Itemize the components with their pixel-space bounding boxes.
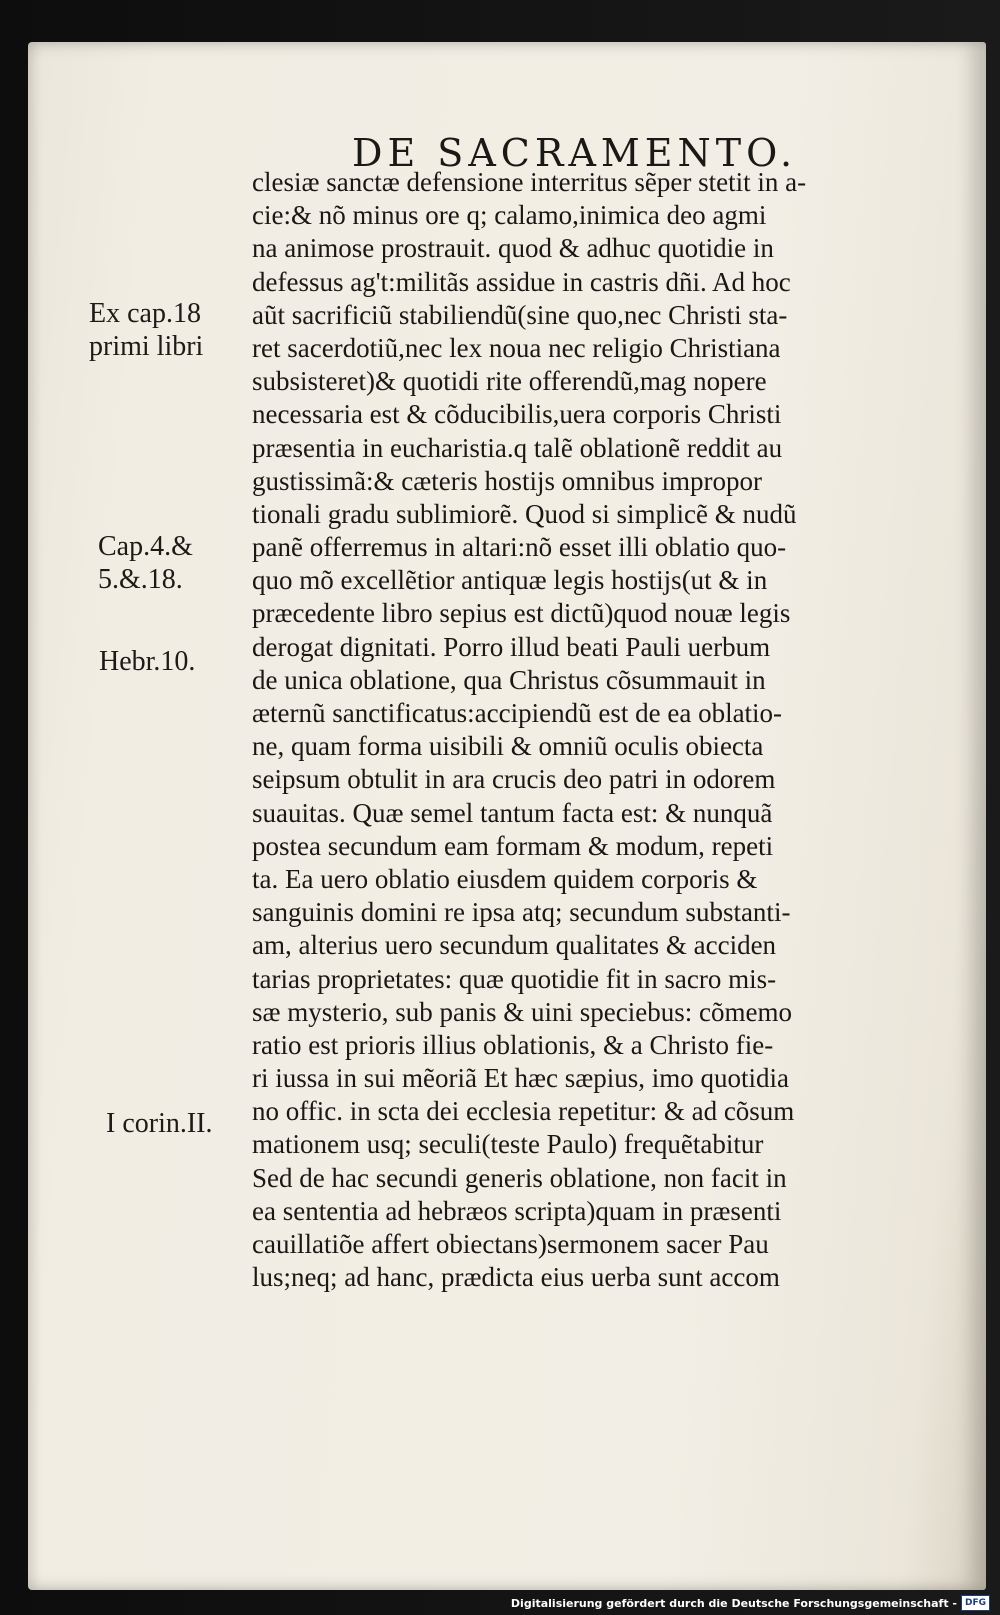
- text-line: necessaria est & cõducibilis,uera corporis Christi: [252, 399, 782, 430]
- text-line: ta. Ea uero oblatio eiusdem quidem corporis &: [252, 863, 758, 894]
- text-line: defessus ag't:militãs assidue in castris dñi. Ad hoc: [252, 266, 791, 297]
- text-line: mationem usq; seculi(teste Paulo) frequẽtabitur: [252, 1129, 764, 1160]
- text-line: sanguinis domini re ipsa atq; secundum substanti-: [252, 897, 791, 928]
- text-line: tarias proprietates: quæ quotidie fit in sacro mis-: [252, 963, 777, 994]
- text-line: quo mõ excellẽtior antiquæ legis hostijs(ut & in: [252, 565, 768, 596]
- body-text-block: [252, 166, 942, 1294]
- text-line: gustissimã:& cæteris hostijs omnibus impropor: [252, 465, 763, 496]
- text-line: aũt sacrificiũ stabiliendũ(sine quo,nec Christi sta-: [252, 299, 788, 330]
- margin-note-corin: [106, 1107, 213, 1140]
- digitization-credit: [511, 1593, 990, 1613]
- margin-note-hebr: [99, 645, 195, 678]
- text-line: cie:& nõ minus ore q; calamo,inimica deo agmi: [252, 200, 767, 231]
- text-line: ri iussa in sui mẽoriã Et hæc sæpius, imo quotidia: [252, 1063, 789, 1094]
- text-line: seipsum obtulit in ara crucis deo patri in odorem: [252, 764, 776, 795]
- text-line: derogat dignitati. Porro illud beati Pauli uerbum: [252, 631, 771, 662]
- margin-note-cap-4: [98, 530, 193, 596]
- text-line: ea sententia ad hebræos scripta)quam in præsenti: [252, 1195, 782, 1226]
- text-line: æternũ sanctificatus:accipiendũ est de ea oblatio-: [252, 698, 783, 728]
- dfg-logo: DFG: [961, 1595, 990, 1611]
- margin-note-text: Hebr.10.: [99, 646, 196, 677]
- text-line: panẽ offerremus in altari:nõ esset illi oblatio quo-: [252, 532, 787, 563]
- text-line: lus;neq; ad hanc, prædicta eius uerba sunt accom: [252, 1262, 780, 1293]
- text-line: sæ mysterio, sub panis & uini speciebus: cõmemo: [252, 996, 792, 1027]
- text-line: ratio est prioris illius oblationis, & a Christo fie-: [252, 1029, 774, 1060]
- running-header: DE SACRAMENTO.: [352, 131, 798, 175]
- text-line: clesiæ sanctæ defensione interritus sẽper stetit in a-: [252, 167, 807, 197]
- text-line: suauitas. Quæ semel tantum facta est: & nunquã: [252, 797, 773, 828]
- text-line: na animose prostrauit. quod & adhuc quotidie in: [252, 233, 774, 264]
- text-line: præsentia in eucharistia.q talẽ oblationẽ reddit au: [252, 432, 783, 463]
- text-line: am, alterius uero secundum qualitates & acciden: [252, 930, 777, 961]
- text-line: de unica oblatione, qua Christus cõsummauit in: [252, 664, 766, 695]
- margin-note-text: Ex cap.18 primi libri: [89, 298, 204, 362]
- text-line: Sed de hac secundi generis oblatione, non facit in: [252, 1162, 787, 1193]
- text-line: præcedente libro sepius est dictũ)quod nouæ legis: [252, 598, 791, 629]
- text-line: cauillatiõe affert obiectans)sermonem sacer Pau: [252, 1229, 769, 1259]
- text-line: ret sacerdotiũ,nec lex noua nec religio Christiana: [252, 332, 781, 363]
- footer-text: Digitalisierung gefördert durch die Deutsche Forschungsgemeinschaft -: [510, 1596, 957, 1610]
- text-line: tionali gradu sublimiorẽ. Quod si simplicẽ & nudũ: [252, 498, 797, 529]
- text-line: ne, quam forma uisibili & omniũ oculis obiecta: [252, 731, 764, 762]
- text-line: postea secundum eam formam & modum, repeti: [252, 830, 774, 861]
- text-line: subsisteret)& quotidi rite offerendũ,mag nopere: [252, 366, 767, 397]
- margin-note-ex-cap-18: [89, 297, 203, 363]
- margin-note-text: I corin.II.: [106, 1108, 213, 1139]
- margin-note-text: Cap.4.& 5.&.18.: [98, 531, 193, 595]
- text-line: no offic. in scta dei ecclesia repetitur: & ad cõsum: [252, 1096, 795, 1127]
